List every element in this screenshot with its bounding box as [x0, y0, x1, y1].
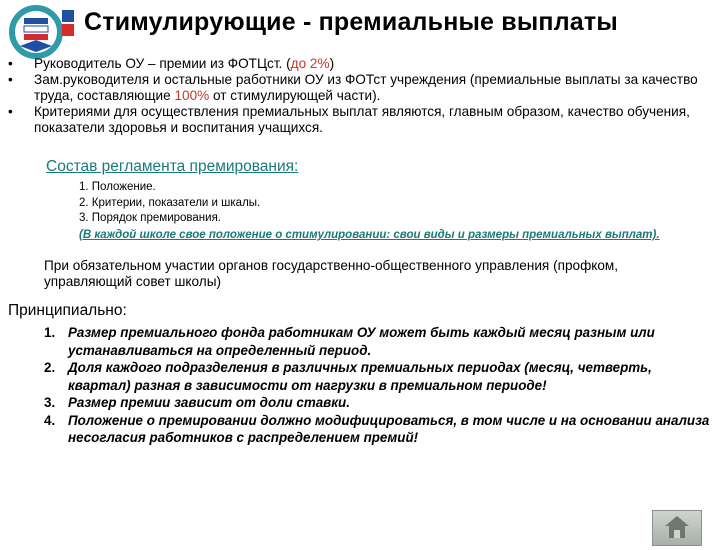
logo-bar-red — [24, 34, 48, 40]
principle-item — [44, 359, 710, 394]
bullet-accent: до 2% — [290, 56, 330, 71]
regulation-item: 1. Положение. — [79, 181, 156, 193]
bullet-text: Критериями для осуществления премиальных выплат являются, главным образом, качество обучения, показатели здоровья и воспитания учащихся. — [34, 104, 690, 135]
bullet-dot: • — [8, 72, 13, 87]
principle-num: 4. — [44, 412, 56, 428]
bullet-text-end: ) — [329, 56, 335, 71]
logo-bar-blue — [24, 18, 48, 24]
principle-item — [44, 394, 710, 412]
logo — [6, 4, 78, 60]
logo-bar-white — [24, 26, 48, 32]
principle-heading: Принципиально: — [8, 302, 127, 319]
home-nav-button[interactable] — [652, 510, 702, 546]
bullet-list — [8, 56, 708, 136]
bullet-item — [8, 104, 708, 136]
principle-item — [44, 412, 710, 447]
regulation-note: (В каждой школе свое положение о стимулировании: свои виды и размеры премиальных выплат). — [79, 229, 660, 241]
bullet-item — [8, 72, 708, 104]
regulation-item: 3. Порядок премирования. — [79, 212, 221, 224]
principle-text: Доля каждого подразделения в различных премиальных периодах (месяц, четверть, квартал) разная в зависимости от нагрузки в премиальном периоде! — [68, 360, 652, 393]
principle-text: Положение о премировании должно модифицироваться, в том числе и на основании анализа несогласия работников с распределением премий! — [68, 412, 710, 445]
principle-item — [44, 324, 710, 359]
principle-text: Размер премиального фонда работникам ОУ может быть каждый месяц разным или устанавливаться на определенный период. — [68, 325, 655, 358]
principle-num: 1. — [44, 325, 56, 340]
page-title: Стимулирующие - премиальные выплаты — [84, 8, 618, 36]
bullet-dot: • — [8, 56, 13, 71]
bullet-text: Руководитель ОУ – премии из ФОТЦст. ( — [34, 56, 291, 71]
principle-list — [44, 324, 710, 447]
regulation-heading: Состав регламента премирования: — [46, 158, 299, 175]
logo-flag-blue — [62, 10, 74, 22]
logo-flag-red — [62, 24, 74, 36]
regulation-list — [79, 180, 260, 227]
bullet-text: Зам.руководителя и остальные работники ОУ из ФОТст учреждения (премиальные выплаты за качество труда, составляющие — [34, 72, 698, 103]
principle-text: Размер премии зависит от доли ставки. — [68, 395, 350, 410]
participation-text: При обязательном участии органов государственно-общественного управления (профком, управляющий совет школы) — [44, 258, 619, 289]
principle-num: 3. — [44, 395, 56, 410]
principle-num: 2. — [44, 360, 56, 375]
bullet-accent: 100% — [174, 88, 210, 103]
bullet-text-end: от стимулирующей части). — [209, 88, 381, 103]
regulation-item: 2. Критерии, показатели и шкалы. — [79, 196, 261, 209]
bullet-item — [8, 56, 708, 72]
bullet-dot: • — [8, 104, 13, 119]
